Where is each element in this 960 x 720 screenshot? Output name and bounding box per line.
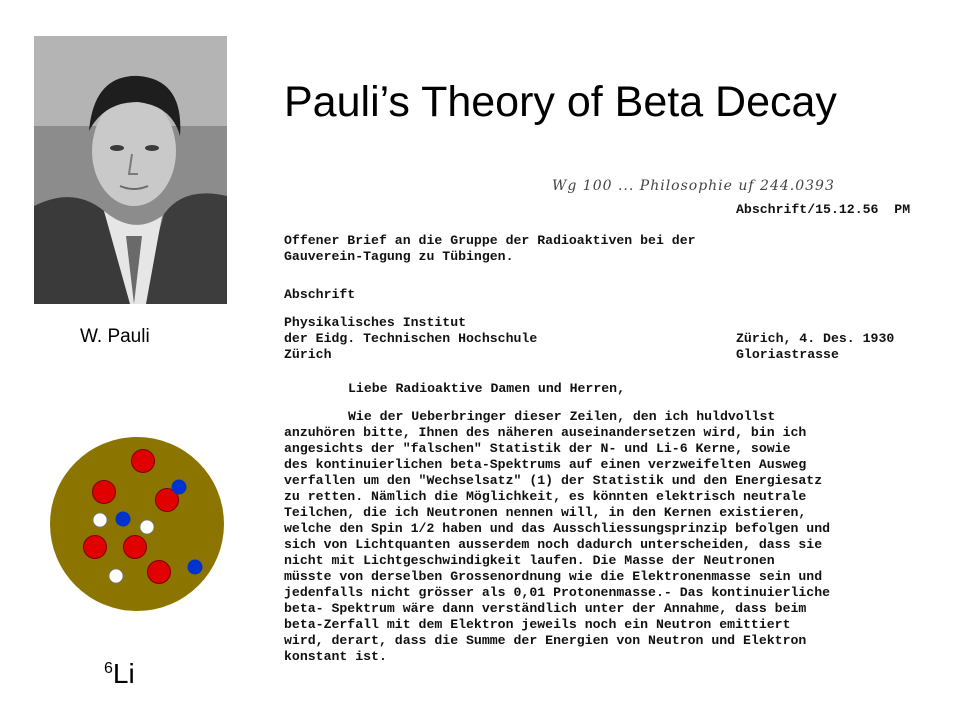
proton [84, 536, 107, 559]
handwritten-note: Wg 100 ... Philosophie uf 244.0393 [552, 178, 835, 194]
portrait-illustration [34, 36, 227, 304]
proton [148, 561, 171, 584]
letter-line: jedenfalls nicht grösser als 0,01 Protonenmasse.- Das kontinuierliche [284, 585, 831, 600]
pauli-letter-facsimile [262, 178, 952, 708]
letter-line: beta- Spektrum wäre dann verständlich unter der Annahme, dass beim [284, 601, 807, 616]
letter-line: verfallen um den "Wechselsatz" (1) der Statistik und den Energiesatz [284, 473, 823, 488]
letter-line: Wie der Ueberbringer dieser Zeilen, den ich huldvollst [348, 409, 776, 424]
pauli-portrait-photo [34, 36, 227, 304]
letter-line: angesichts der "falschen" Statistik der N- und Li-6 Kerne, sowie [284, 441, 791, 456]
letter-line: wird, derart, dass die Summe der Energien von Neutron und Elektron [284, 633, 807, 648]
electron [109, 569, 123, 583]
letter-line: Teilchen, die ich Neutronen nennen will, in den Kernen existieren, [284, 505, 807, 520]
letter-line: müsste von derselben Grossenordnung wie die Elektronenmasse sein und [284, 569, 823, 584]
letter-line: Abschrift/15.12.56 PM [736, 202, 911, 217]
isotope-symbol: Li [112, 658, 135, 689]
electron [93, 513, 107, 527]
photo-caption: W. Pauli [80, 326, 150, 347]
letter-line: Zürich, 4. Des. 1930 [736, 331, 895, 346]
letter-line: anzuhören bitte, Ihnen des näheren auseinandersetzen wird, bin ich [284, 425, 807, 440]
letter-line: welche den Spin 1/2 haben und das Ausschliessungsprinzip befolgen und [284, 521, 831, 536]
isotope-mass-number: 6 [104, 660, 113, 677]
proton [124, 536, 147, 559]
isotope-label [104, 658, 135, 690]
letter-line: Gloriastrasse [736, 347, 839, 362]
proton [132, 450, 155, 473]
proton [93, 481, 116, 504]
letter-line: Gauverein-Tagung zu Tübingen. [284, 249, 514, 264]
letter-line: Offener Brief an die Gruppe der Radioaktiven bei der [284, 233, 696, 248]
letter-line: Liebe Radioaktive Damen und Herren, [348, 381, 625, 396]
letter-line: des kontinuierlichen beta-Spektrums auf einen verzweifelten Ausweg [284, 457, 807, 472]
letter-line: konstant ist. [284, 649, 387, 664]
letter-line: der Eidg. Technischen Hochschule [284, 331, 538, 346]
letter-line: Zürich [284, 347, 332, 362]
letter-line: nicht mit Lichtgeschwindigkeit laufen. Die Masse der Neutronen [284, 553, 775, 568]
letter-line: Physikalisches Institut [284, 315, 467, 330]
letter-line: beta-Zerfall mit dem Elektron jeweils noch ein Neutron emittiert [284, 617, 791, 632]
letter-line: sich von Lichtquanten ausserdem noch dadurch unterscheiden, dass sie [284, 537, 823, 552]
electron [140, 520, 154, 534]
neutral-particle [188, 560, 203, 575]
lithium-6-nucleus-diagram [49, 436, 225, 612]
neutral-particle [116, 512, 131, 527]
slide-title: Pauli’s Theory of Beta Decay [284, 78, 837, 126]
letter-line: zu retten. Nämlich die Möglichkeit, es könnten elektrisch neutrale [284, 489, 807, 504]
letter-line: Abschrift [284, 287, 356, 302]
neutral-particle [172, 480, 187, 495]
